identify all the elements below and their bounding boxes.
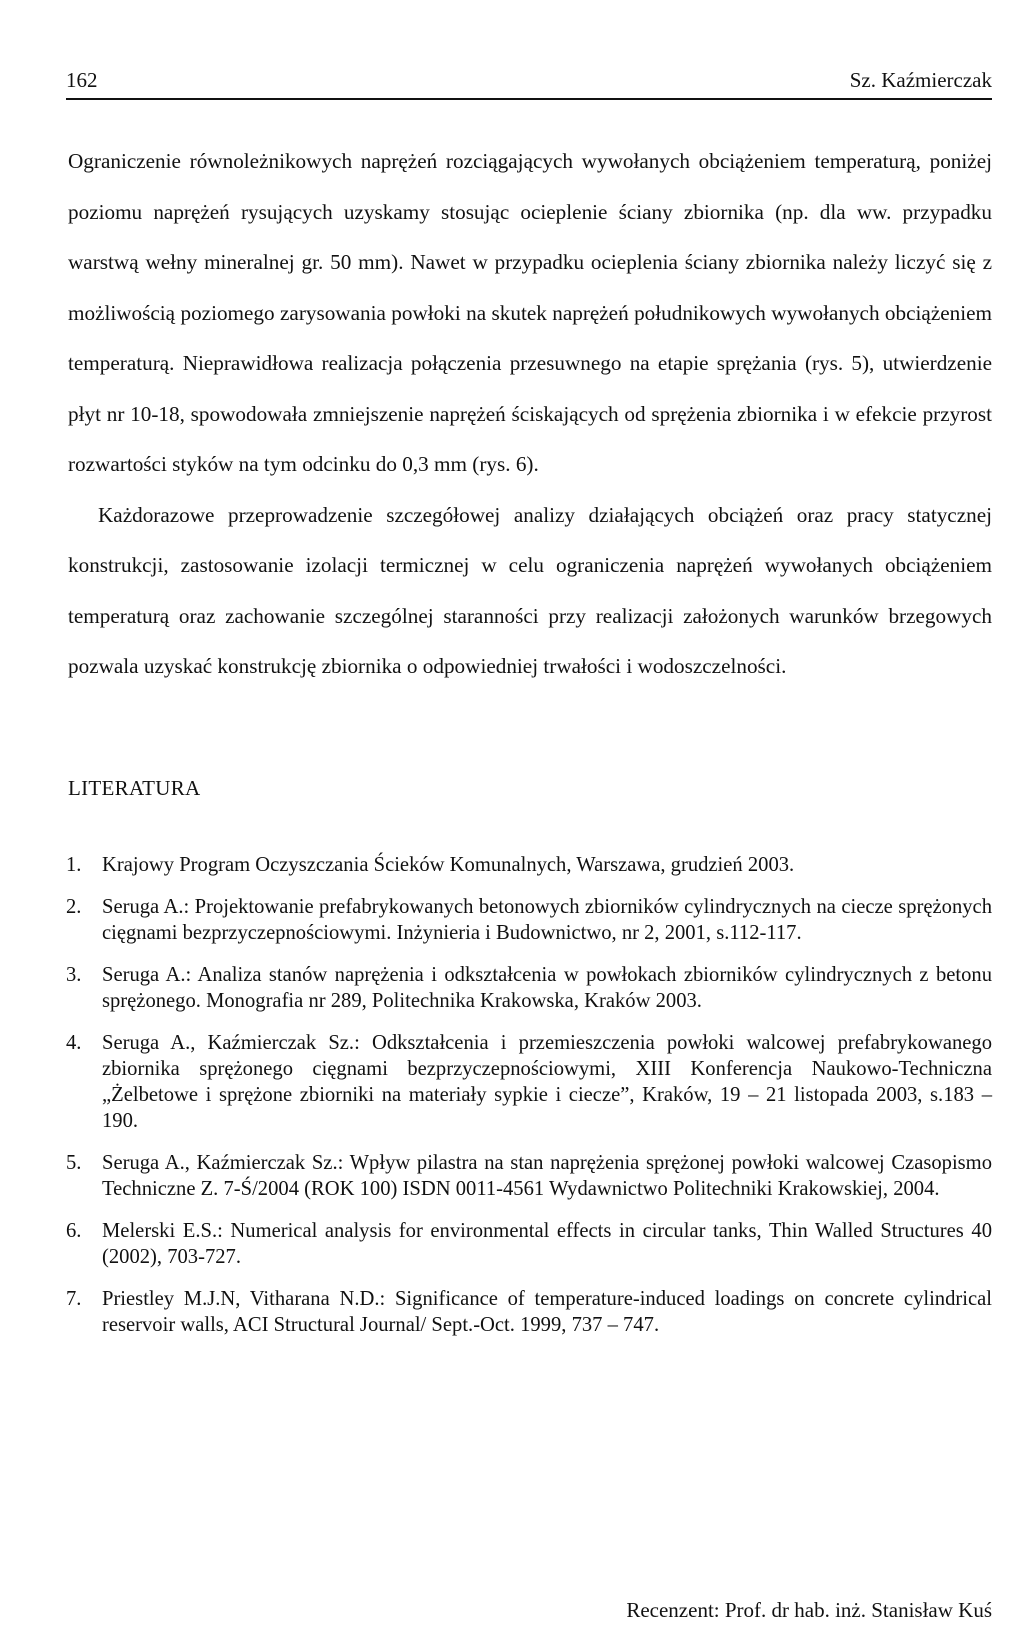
- reference-item: [66, 962, 992, 1014]
- reference-text: Priestley M.J.N, Vitharana N.D.: Significance of temperature-induced loadings on concrete cylindrical reservoir walls, ACI Structural Journal/ Sept.-Oct. 1999, 737 – 747.: [102, 1288, 992, 1336]
- running-author: Sz. Kaźmierczak: [849, 68, 992, 92]
- reference-text: Melerski E.S.: Numerical analysis for environmental effects in circular tanks, Thin Walled Structures 40 (2002), 703-727.: [102, 1220, 992, 1268]
- literature-heading: LITERATURA: [68, 776, 201, 800]
- reference-item: [66, 1030, 992, 1134]
- reference-item: [66, 1286, 992, 1338]
- reference-item: [66, 852, 992, 878]
- reference-text: Seruga A., Kaźmierczak Sz.: Wpływ pilastra na stan naprężenia sprężonej powłoki walcowej Czasopismo Techniczne Z. 7-Ś/2004 (ROK 100) ISDN 0011-4561 Wydawnictwo Politechniki Krakowskiej, 2004.: [102, 1152, 992, 1200]
- reference-text: Seruga A.: Projektowanie prefabrykowanych betonowych zbiorników cylindrycznych na ciecze sprężonych cięgnami bezprzyczepnościowymi. Inżynieria i Budownictwo, nr 2, 2001, s.112-117.: [102, 896, 992, 944]
- reference-number: 6.: [66, 1220, 82, 1242]
- reference-number: 7.: [66, 1288, 82, 1310]
- reference-item: [66, 1150, 992, 1202]
- reference-number: 1.: [66, 854, 82, 876]
- reference-item: [66, 894, 992, 946]
- paragraph-2: Każdorazowe przeprowadzenie szczegółowej analizy działających obciążeń oraz pracy statycznej konstrukcji, zastosowanie izolacji termicznej w celu ograniczenia naprężeń wywołanych obciążeniem temperaturą oraz zachowanie szczególnej staranności przy realizacji założonych warunków brzegowych pozwala uzyskać konstrukcję zbiornika o odpowiedniej trwałości i wodoszczelności.: [68, 502, 992, 678]
- reference-text: Krajowy Program Oczyszczania Ścieków Komunalnych, Warszawa, grudzień 2003.: [102, 854, 795, 876]
- reviewer-note: Recenzent: Prof. dr hab. inż. Stanisław Kuś: [626, 1598, 992, 1622]
- reference-text: Seruga A., Kaźmierczak Sz.: Odkształcenia i przemieszczenia powłoki walcowej prefabrykowanego zbiornika sprężonego cięgnami bezprzyczepnościowymi, XIII Konferencja Naukowo-Techniczna „Żelbetowe i sprężone zbiorniki na materiały sypkie i ciecze”, Kraków, 19 – 21 listopada 2003, s.183 – 190.: [102, 1032, 992, 1132]
- reference-number: 4.: [66, 1032, 82, 1054]
- paragraph-1: Ograniczenie równoleżnikowych naprężeń rozciągających wywołanych obciążeniem temperaturą, poniżej poziomu naprężeń rysujących uzyskamy stosując ocieplenie ściany zbiornika (np. dla ww. przypadku warstwą wełny mineralnej gr. 50 mm). Nawet w przypadku ocieplenia ściany zbiornika należy liczyć się z możliwością poziomego zarysowania powłoki na skutek naprężeń południkowych wywołanych obciążeniem temperaturą. Nieprawidłowa realizacja połączenia przesuwnego na etapie sprężania (rys. 5), utwierdzenie płyt nr 10-18, spowodowała zmniejszenie naprężeń ściskających od sprężenia zbiornika i w efekcie przyrost rozwartości styków na tym odcinku do 0,3 mm (rys. 6).: [68, 149, 992, 476]
- reference-item: [66, 1218, 992, 1270]
- reference-number: 5.: [66, 1152, 82, 1174]
- running-header: [66, 64, 992, 100]
- reference-list: [66, 852, 992, 1338]
- body-text: [68, 136, 992, 692]
- reference-number: 2.: [66, 896, 82, 918]
- page-number: 162: [66, 68, 98, 92]
- reference-text: Seruga A.: Analiza stanów naprężenia i odkształcenia w powłokach zbiorników cylindrycznych z betonu sprężonego. Monografia nr 289, Politechnika Krakowska, Kraków 2003.: [102, 964, 992, 1012]
- reference-number: 3.: [66, 964, 82, 986]
